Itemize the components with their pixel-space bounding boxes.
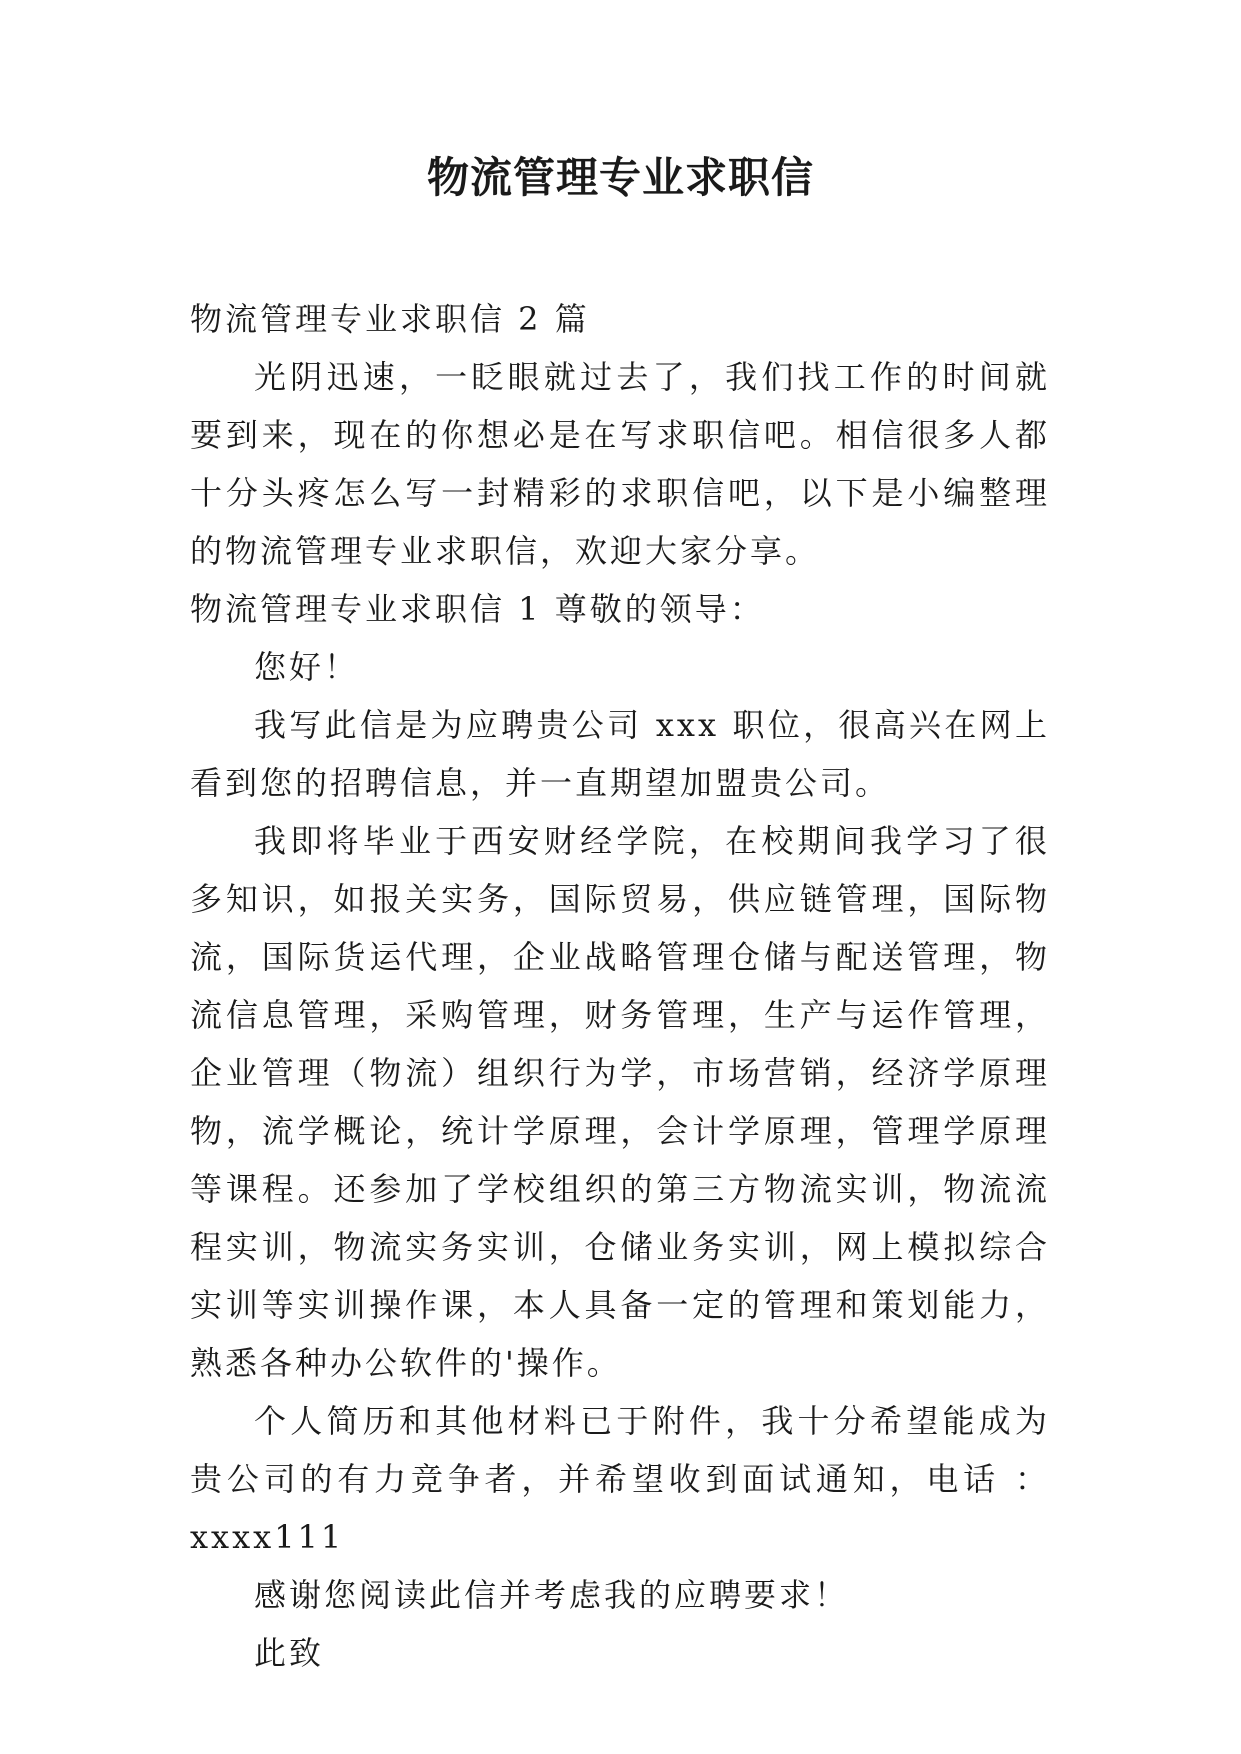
attachment-paragraph: 个人简历和其他材料已于附件，我十分希望能成为贵公司的有力竞争者，并希望收到面试通知，电话 ：xxxx111 bbox=[190, 1402, 1050, 1556]
subtitle-line: 物流管理专业求职信 2 篇 bbox=[190, 300, 590, 338]
document-title: 物流管理专业求职信 bbox=[426, 153, 814, 202]
document-body bbox=[190, 290, 1050, 1682]
closing-paragraph: 此致 bbox=[254, 1634, 325, 1672]
letter-heading-salutation: 物流管理专业求职信 1 尊敬的领导： bbox=[190, 590, 765, 628]
education-paragraph: 我即将毕业于西安财经学院，在校期间我学习了很多知识，如报关实务，国际贸易，供应链管理，国际物流，国际货运代理，企业战略管理仓储与配送管理，物流信息管理，采购管理，财务管理，生产与运作管理，企业管理（物流）组织行为学，市场营销，经济学原理物，流学概论，统计学原理，会计学原理，管理学原理等课程。还参加了学校组织的第三方物流实训，物流流程实训，物流实务实训，仓储业务实训，网上模拟综合实训等实训操作课，本人具备一定的管理和策划能力，熟悉各种办公软件的'操作。 bbox=[190, 822, 1050, 1382]
greeting-paragraph: 您好！ bbox=[254, 648, 360, 686]
intro-paragraph: 光阴迅速，一眨眼就过去了，我们找工作的时间就要到来，现在的你想必是在写求职信吧。相信很多人都十分头疼怎么写一封精彩的求职信吧，以下是小编整理的物流管理专业求职信，欢迎大家分享。 bbox=[190, 358, 1050, 570]
purpose-paragraph: 我写此信是为应聘贵公司 xxx 职位，很高兴在网上看到您的招聘信息，并一直期望加盟贵公司。 bbox=[190, 706, 1050, 802]
thanks-paragraph: 感谢您阅读此信并考虑我的应聘要求！ bbox=[254, 1576, 850, 1614]
